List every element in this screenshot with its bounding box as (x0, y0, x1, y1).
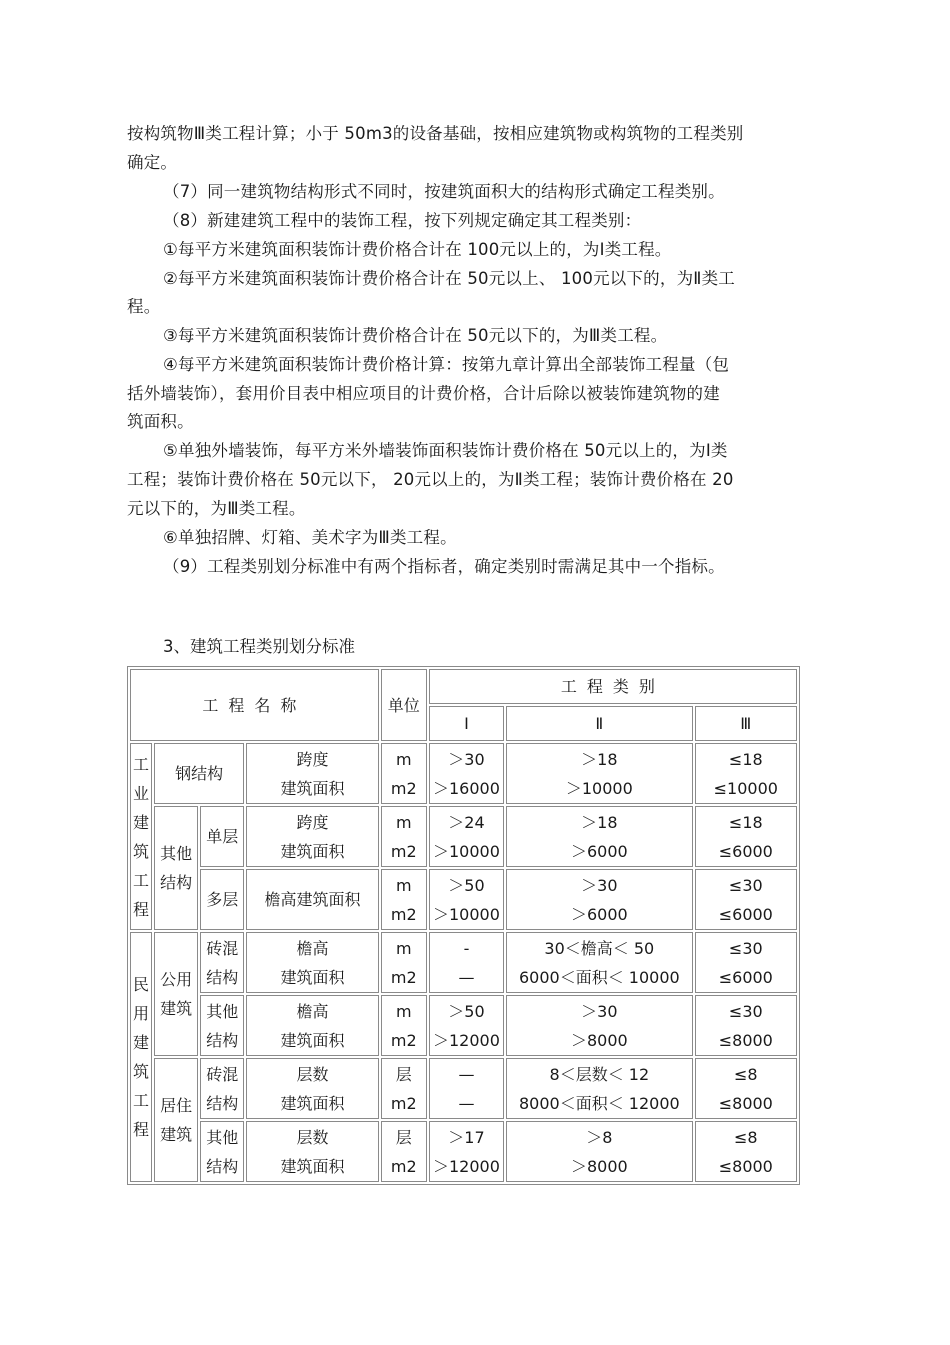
multi-items: 檐高建筑面积 (246, 869, 378, 930)
multi-cat-2: ＞30 ＞6000 (506, 869, 693, 930)
group-label-char: 筑 (133, 841, 150, 861)
public-other-label: 其他 结构 (200, 995, 244, 1056)
group-civil (130, 932, 152, 1182)
paragraph-line: （9）工程类别划分标准中有两个指标者，确定类别时需满足其中一个指标。 (163, 557, 725, 576)
public-brick-label: 砖混 结构 (200, 932, 244, 993)
group-label-char: 业 (133, 783, 150, 803)
public-brick-cat-1: - — (429, 932, 504, 993)
paragraph-line: 筑面积。 (127, 412, 194, 431)
multi-units: m m2 (381, 869, 427, 930)
res-brick-units: 层 m2 (381, 1058, 427, 1119)
single-items: 跨度 建筑面积 (246, 806, 378, 867)
group-label-char: 民 (133, 975, 150, 994)
single-units: m m2 (381, 806, 427, 867)
paragraph-line: ⑥单独招牌、灯箱、美术字为Ⅲ类工程。 (163, 528, 457, 547)
paragraph-line: 工程；装饰计费价格在 50元以下， 20元以上的，为Ⅱ类工程；装饰计费价格在 20 (127, 470, 734, 489)
other-structure-label: 其他 结构 (154, 806, 198, 930)
public-brick-items: 檐高 建筑面积 (246, 932, 378, 993)
res-other-items: 层数 建筑面积 (246, 1121, 378, 1182)
paragraph-line: （7）同一建筑物结构形式不同时，按建筑面积大的结构形式确定工程类别。 (163, 182, 725, 201)
single-storey-label: 单层 (200, 806, 244, 867)
res-brick-cat-2: 8＜层数＜ 12 8000＜面积＜ 12000 (506, 1058, 693, 1119)
res-brick-cat-1: — — (429, 1058, 504, 1119)
single-cat-3: ≤18 ≤6000 (695, 806, 797, 867)
res-brick-label: 砖混 结构 (200, 1058, 244, 1119)
single-cat-1: ＞24 ＞10000 (429, 806, 504, 867)
header-cat-1: Ⅰ (429, 706, 504, 741)
group-label-char: 用 (133, 1004, 150, 1023)
paragraph-line: 按构筑物Ⅲ类工程计算；小于 50m3的设备基础，按相应建筑物或构筑物的工程类别 (127, 124, 744, 143)
public-brick-cat-3: ≤30 ≤6000 (695, 932, 797, 993)
res-other-cat-1: ＞17 ＞12000 (429, 1121, 504, 1182)
paragraph-line: ②每平方米建筑面积装饰计费价格合计在 50元以上、 100元以下的，为Ⅱ类工 (163, 269, 735, 288)
header-project-name: 工程名称 (130, 669, 379, 741)
paragraph-line: （8）新建建筑工程中的装饰工程，按下列规定确定其工程类别： (163, 211, 642, 230)
group-label-char: 建 (133, 1033, 150, 1052)
header-cat-2: Ⅱ (506, 706, 693, 741)
paragraph-line: ①每平方米建筑面积装饰计费价格合计在 100元以上的，为Ⅰ类工程。 (163, 240, 672, 259)
group-label-char: 程 (133, 899, 150, 919)
steel-cat-1: ＞30 ＞16000 (429, 743, 504, 804)
group-label-char: 程 (133, 1120, 150, 1139)
paragraph-line: ⑤单独外墙装饰，每平方米外墙装饰面积装饰计费价格在 50元以上的，为Ⅰ类 (163, 441, 728, 460)
res-other-units: 层 m2 (381, 1121, 427, 1182)
public-other-cat-2: ＞30 ＞8000 (506, 995, 693, 1056)
res-other-cat-3: ≤8 ≤8000 (695, 1121, 797, 1182)
paragraph-line: ③每平方米建筑面积装饰计费价格合计在 50元以下的，为Ⅲ类工程。 (163, 326, 668, 345)
classification-table (127, 666, 800, 1185)
header-category: 工程类别 (429, 669, 797, 704)
res-brick-cat-3: ≤8 ≤8000 (695, 1058, 797, 1119)
res-other-cat-2: ＞8 ＞8000 (506, 1121, 693, 1182)
steel-cat-2: ＞18 ＞10000 (506, 743, 693, 804)
group-industrial (130, 743, 152, 930)
group-label-char: 工 (133, 870, 150, 890)
steel-structure-label: 钢结构 (154, 743, 244, 804)
public-building-label: 公用 建筑 (154, 932, 198, 1056)
residential-building-label: 居住 建筑 (154, 1058, 198, 1182)
paragraph-line: 程。 (127, 297, 161, 316)
public-brick-cat-2: 30＜檐高＜ 50 6000＜面积＜ 10000 (506, 932, 693, 993)
public-other-items: 檐高 建筑面积 (246, 995, 378, 1056)
single-cat-2: ＞18 ＞6000 (506, 806, 693, 867)
res-brick-items: 层数 建筑面积 (246, 1058, 378, 1119)
header-unit: 单位 (381, 669, 427, 741)
paragraph-line: 元以下的，为Ⅲ类工程。 (127, 499, 306, 518)
multi-cat-1: ＞50 ＞10000 (429, 869, 504, 930)
steel-units: m m2 (381, 743, 427, 804)
multi-storey-label: 多层 (200, 869, 244, 930)
paragraph-line: ④每平方米建筑面积装饰计费价格计算：按第九章计算出全部装饰工程量（包 (163, 355, 730, 374)
public-other-cat-1: ＞50 ＞12000 (429, 995, 504, 1056)
group-label-char: 建 (133, 812, 150, 832)
group-label-char: 筑 (133, 1062, 150, 1081)
public-other-cat-3: ≤30 ≤8000 (695, 995, 797, 1056)
group-label-char: 工 (133, 754, 150, 774)
group-label-char: 工 (133, 1091, 150, 1110)
paragraph-line: 确定。 (127, 153, 178, 172)
res-other-label: 其他 结构 (200, 1121, 244, 1182)
multi-cat-3: ≤30 ≤6000 (695, 869, 797, 930)
header-cat-3: Ⅲ (695, 706, 797, 741)
public-brick-units: m m2 (381, 932, 427, 993)
steel-items: 跨度 建筑面积 (246, 743, 378, 804)
public-other-units: m m2 (381, 995, 427, 1056)
paragraph-line: 括外墙装饰），套用价目表中相应项目的计费价格，合计后除以被装饰建筑物的建 (127, 384, 720, 403)
section-title: 3、建筑工程类别划分标准 (163, 637, 355, 656)
steel-cat-3: ≤18 ≤10000 (695, 743, 797, 804)
